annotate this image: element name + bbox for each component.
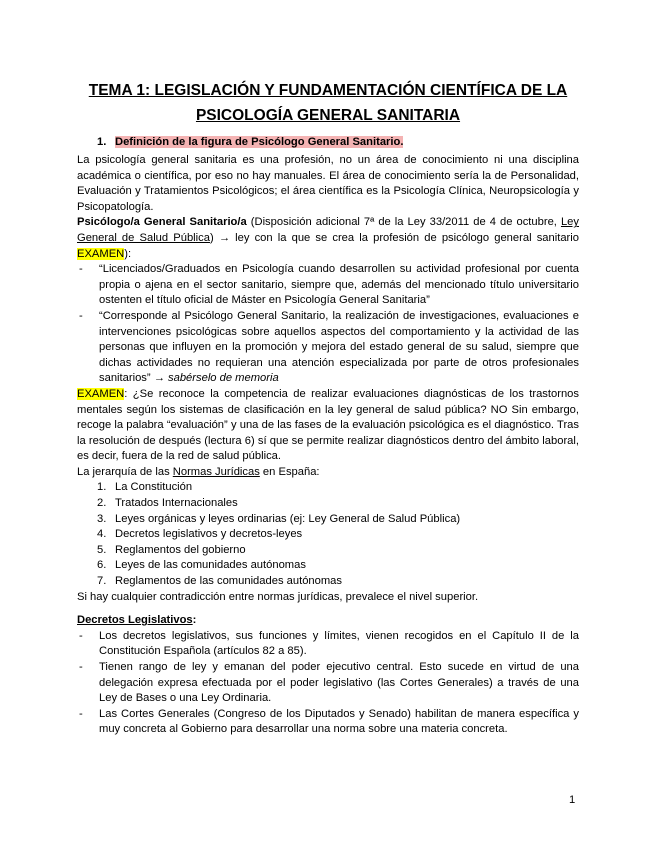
decretos-heading: Decretos Legislativos: [77,614,197,627]
list-item: - Tienen rango de ley y emanan del poder ejecutivo central. Esto sucede en virtud de una delegación expresa efectuada por el poder legislativo (las Cortes Generales) a través de una Ley de Bases o una Ley Ordinaria. [77,660,579,707]
law-link: Ley General de Salud Pública [77,216,579,244]
psg-term: Psicólogo/a General Sanitario/a [77,216,247,229]
list-item: - Las Cortes Generales (Congreso de los Diputados y Senado) habilitan de manera específica y muy concreta al Gobierno para desarrollar una norma sobre una materia concreta. [77,707,579,738]
psg-paragraph [77,215,579,262]
exam-tag: EXAMEN [77,387,125,400]
list-item: - Los decretos legislativos, sus funciones y límites, vienen recogidos en el Capítulo II de la Constitución Española (artículos 82 a 85). [77,629,579,660]
exam-question-text: : ¿Se reconoce la competencia de realizar evaluaciones diagnósticas de los trastornos mentales según los sistemas de clasificación en la ley general de salud pública? NO Sin embargo, recoge la palabra “evaluación” y una de las fases de la evaluación psicológica es el diagnóstico. Tras la resolución de después (lectura 6) sí que se permite realizar diagnósticos dentro del ámbito laboral, es decir, fuera de la red de salud pública. [77,387,579,463]
decretos-list [77,629,579,738]
hierarchy-intro: La jerarquía de las Normas Jurídicas en España: [77,465,320,478]
section-heading [97,133,579,151]
quote-item: - “Licenciados/Graduados en Psicología cuando desarrollen su actividad profesional por cuenta propia o ajena en el sector sanitario, siempre que, además del mencionado título universitario ostenten el título oficial de Máster en Psicología General Sanitaria” [77,262,579,309]
intro-paragraph: La psicología general sanitaria es una profesión, no un área de conocimiento ni una disciplina académica o científica, por eso no hay manuales. El área de conocimiento sería la de Personalidad, Evaluación y Tratamientos Psicológicos; el área científica es la Psicología Clínica, Neuropsicología y Psicopatología. [77,154,579,213]
memorize-note: sabérselo de memoria [168,372,279,385]
quote-list [77,262,579,387]
title-line-1: TEMA 1: LEGISLACIÓN Y FUNDAMENTACIÓN CIENTÍFICA DE LA [88,82,568,99]
title-line-2: PSICOLOGÍA GENERAL SANITARIA [195,107,461,124]
list-item: 2. Tratados Internacionales [97,497,238,510]
hierarchy-list [77,480,579,589]
quote-item: - “Corresponde al Psicólogo General Sanitario, la realización de investigaciones, evaluaciones e intervenciones psicológicas sobre aquellos aspectos del comportamiento y la actividad de las personas que influyen en la promoción y mejora del estado general de su salud, siempre que dichas actividades no requieran una atención especializada por parte de otros profesionales sanitarios” → sabérselo de memoria [77,309,579,387]
psg-text-a: (Disposición adicional 7ª de la Ley 33/2011 de 4 de octubre, [246,216,561,229]
psg-text-b: ) → ley con la que se crea la profesión de psicólogo general sanitario [209,231,579,244]
page-number: 1 [569,794,576,806]
list-item: 3. Leyes orgánicas y leyes ordinarias (ej: Ley General de Salud Pública) [97,512,461,525]
hierarchy-conclusion: Si hay cualquier contradicción entre normas jurídicas, prevalece el nivel superior. [77,590,479,603]
exam-tag: EXAMEN [77,247,125,260]
section-heading-text: Definición de la figura de Psicólogo General Sanitario. [115,136,404,148]
document-page [77,78,579,738]
psg-text-c: ): [124,247,132,260]
list-item: 1. La Constitución [97,481,193,494]
list-item: 4. Decretos legislativos y decretos-leyes [97,528,303,541]
normas-link: Normas Jurídicas [172,465,260,478]
page-title [77,78,579,128]
list-item: 6. Leyes de las comunidades autónomas [97,559,306,572]
exam-question [77,387,579,465]
list-item: 7. Reglamentos de las comunidades autónomas [97,575,342,588]
section-number: 1. [97,136,107,148]
list-item: 5. Reglamentos del gobierno [97,543,246,556]
